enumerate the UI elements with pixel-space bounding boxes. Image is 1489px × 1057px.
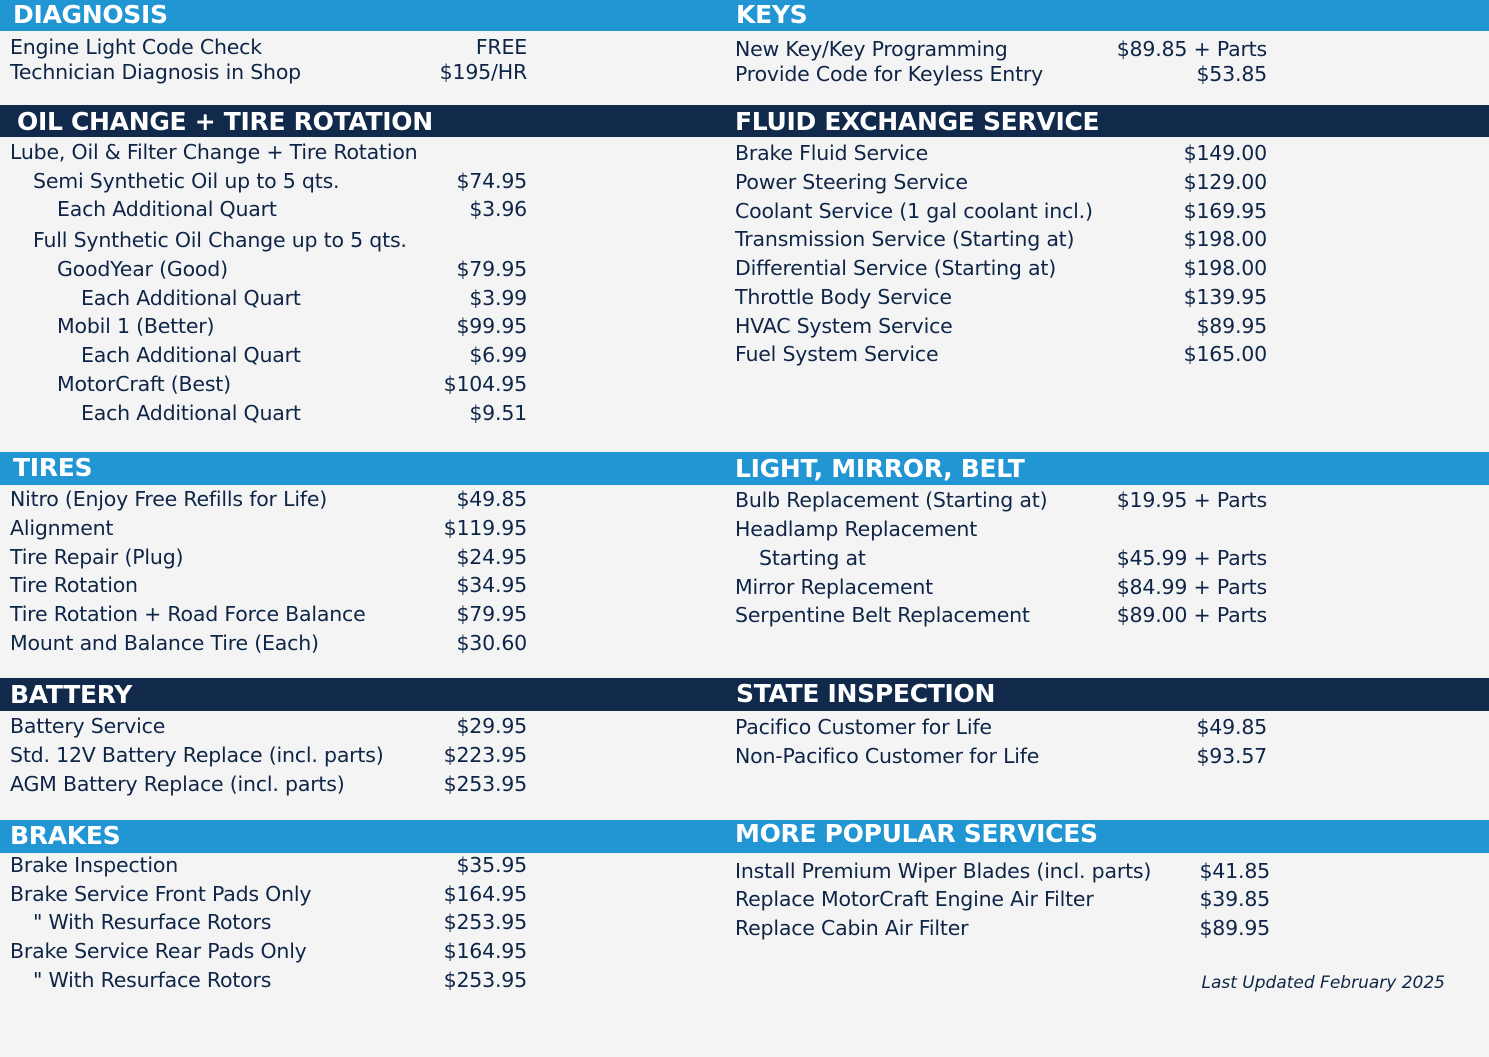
keys-item-price: $89.85 + Parts <box>1116 37 1267 61</box>
brakes-item-price: $253.95 <box>443 910 527 934</box>
brakes-item-price: $253.95 <box>443 968 527 992</box>
tires-item-price: $49.85 <box>456 487 527 511</box>
fluid-item-label: Fuel System Service <box>735 342 939 366</box>
battery-item-price: $253.95 <box>443 772 527 796</box>
more-services-item-price: $89.95 <box>1199 916 1270 940</box>
oil-change-item-label: Each Additional Quart <box>81 343 301 367</box>
tires-item-price: $30.60 <box>456 631 527 655</box>
inspection-item-label: Pacifico Customer for Life <box>735 715 992 739</box>
light-item-label: Serpentine Belt Replacement <box>735 603 1030 627</box>
tires-item-label: Mount and Balance Tire (Each) <box>10 631 319 655</box>
brakes-item-label: " With Resurface Rotors <box>33 968 272 992</box>
fluid-item-label: HVAC System Service <box>735 314 953 338</box>
battery-item-label: AGM Battery Replace (incl. parts) <box>10 772 345 796</box>
oil-change-item-label: GoodYear (Good) <box>57 257 228 281</box>
battery-title: BATTERY <box>10 680 133 709</box>
oil-change-item-label: Mobil 1 (Better) <box>57 314 215 338</box>
tires-item-price: $79.95 <box>456 602 527 626</box>
oil-change-item-label: Each Additional Quart <box>81 401 301 425</box>
tires-item-label: Tire Rotation <box>10 573 138 597</box>
fluid-item-price: $198.00 <box>1183 227 1267 251</box>
state-inspection-title: STATE INSPECTION <box>736 679 996 708</box>
oil-change-item-label: Full Synthetic Oil Change up to 5 qts. <box>33 228 407 252</box>
brakes-item-label: Brake Service Rear Pads Only <box>10 939 307 963</box>
brakes-item-label: " With Resurface Rotors <box>33 910 272 934</box>
keys-item-label: Provide Code for Keyless Entry <box>735 62 1044 86</box>
oil-change-item-price: $9.51 <box>469 401 527 425</box>
diagnosis-item-price: FREE <box>475 35 527 59</box>
light-item-price: $89.00 + Parts <box>1116 603 1267 627</box>
fluid-item-label: Power Steering Service <box>735 170 968 194</box>
oil-change-item-label: Each Additional Quart <box>81 286 301 310</box>
tires-title: TIRES <box>13 453 93 482</box>
oil-change-item-price: $3.99 <box>469 286 527 310</box>
fluid-item-price: $169.95 <box>1183 199 1267 223</box>
fluid-item-price: $165.00 <box>1183 342 1267 366</box>
light-item-label: Starting at <box>759 546 866 570</box>
tires-item-label: Tire Repair (Plug) <box>10 545 184 569</box>
brakes-item-label: Brake Service Front Pads Only <box>10 882 312 906</box>
oil-change-item-price: $3.96 <box>469 197 527 221</box>
more-services-item-label: Install Premium Wiper Blades (incl. parts) <box>735 859 1152 883</box>
fluid-item-price: $198.00 <box>1183 256 1267 280</box>
tires-item-price: $34.95 <box>456 573 527 597</box>
light-item-label: Headlamp Replacement <box>735 517 978 541</box>
battery-item-label: Battery Service <box>10 714 166 738</box>
light-item-label: Bulb Replacement (Starting at) <box>735 488 1048 512</box>
tires-item-price: $24.95 <box>456 545 527 569</box>
more-services-item-price: $39.85 <box>1199 887 1270 911</box>
oil-change-title: OIL CHANGE + TIRE ROTATION <box>17 107 433 136</box>
battery-item-price: $223.95 <box>443 743 527 767</box>
more-services-item-label: Replace Cabin Air Filter <box>735 916 969 940</box>
tires-item-label: Alignment <box>10 516 114 540</box>
diagnosis-item-label: Technician Diagnosis in Shop <box>10 60 301 84</box>
fluid-item-price: $129.00 <box>1183 170 1267 194</box>
keys-item-label: New Key/Key Programming <box>735 37 1008 61</box>
fluid-item-label: Transmission Service (Starting at) <box>735 227 1075 251</box>
fluid-item-label: Coolant Service (1 gal coolant incl.) <box>735 199 1093 223</box>
inspection-item-label: Non-Pacifico Customer for Life <box>735 744 1040 768</box>
light-item-price: $45.99 + Parts <box>1116 546 1267 570</box>
oil-change-item-label: Lube, Oil & Filter Change + Tire Rotation <box>10 140 418 164</box>
last-updated-note: Last Updated February 2025 <box>1201 973 1445 993</box>
oil-change-item-price: $104.95 <box>443 372 527 396</box>
tires-item-label: Nitro (Enjoy Free Refills for Life) <box>10 487 328 511</box>
oil-change-item-label: Semi Synthetic Oil up to 5 qts. <box>33 169 340 193</box>
fluid-item-price: $139.95 <box>1183 285 1267 309</box>
more-services-title: MORE POPULAR SERVICES <box>735 819 1098 848</box>
battery-item-label: Std. 12V Battery Replace (incl. parts) <box>10 743 384 767</box>
oil-change-item-label: MotorCraft (Best) <box>57 372 231 396</box>
oil-change-item-label: Each Additional Quart <box>57 197 277 221</box>
battery-item-price: $29.95 <box>456 714 527 738</box>
fluid-item-label: Throttle Body Service <box>735 285 952 309</box>
keys-item-price: $53.85 <box>1196 62 1267 86</box>
more-services-item-label: Replace MotorCraft Engine Air Filter <box>735 887 1094 911</box>
brakes-item-price: $164.95 <box>443 882 527 906</box>
fluid-item-price: $89.95 <box>1196 314 1267 338</box>
light-mirror-belt-title: LIGHT, MIRROR, BELT <box>735 454 1025 483</box>
brakes-title: BRAKES <box>10 821 121 850</box>
light-item-price: $84.99 + Parts <box>1116 575 1267 599</box>
fluid-item-label: Brake Fluid Service <box>735 141 928 165</box>
diagnosis-title: DIAGNOSIS <box>13 0 168 29</box>
inspection-item-price: $49.85 <box>1196 715 1267 739</box>
oil-change-item-price: $99.95 <box>456 314 527 338</box>
tires-item-label: Tire Rotation + Road Force Balance <box>10 602 366 626</box>
brakes-item-price: $35.95 <box>456 853 527 877</box>
more-services-item-price: $41.85 <box>1199 859 1270 883</box>
fluid-item-price: $149.00 <box>1183 141 1267 165</box>
oil-change-item-price: $6.99 <box>469 343 527 367</box>
oil-change-item-price: $74.95 <box>456 169 527 193</box>
light-item-label: Mirror Replacement <box>735 575 934 599</box>
brakes-item-label: Brake Inspection <box>10 853 179 877</box>
brakes-item-price: $164.95 <box>443 939 527 963</box>
keys-title: KEYS <box>736 0 808 29</box>
inspection-item-price: $93.57 <box>1196 744 1267 768</box>
fluid-item-label: Differential Service (Starting at) <box>735 256 1056 280</box>
tires-item-price: $119.95 <box>443 516 527 540</box>
oil-change-item-price: $79.95 <box>456 257 527 281</box>
fluid-exchange-title: FLUID EXCHANGE SERVICE <box>735 107 1100 136</box>
diagnosis-item-price: $195/HR <box>439 60 527 84</box>
light-item-price: $19.95 + Parts <box>1116 488 1267 512</box>
diagnosis-item-label: Engine Light Code Check <box>10 35 262 59</box>
